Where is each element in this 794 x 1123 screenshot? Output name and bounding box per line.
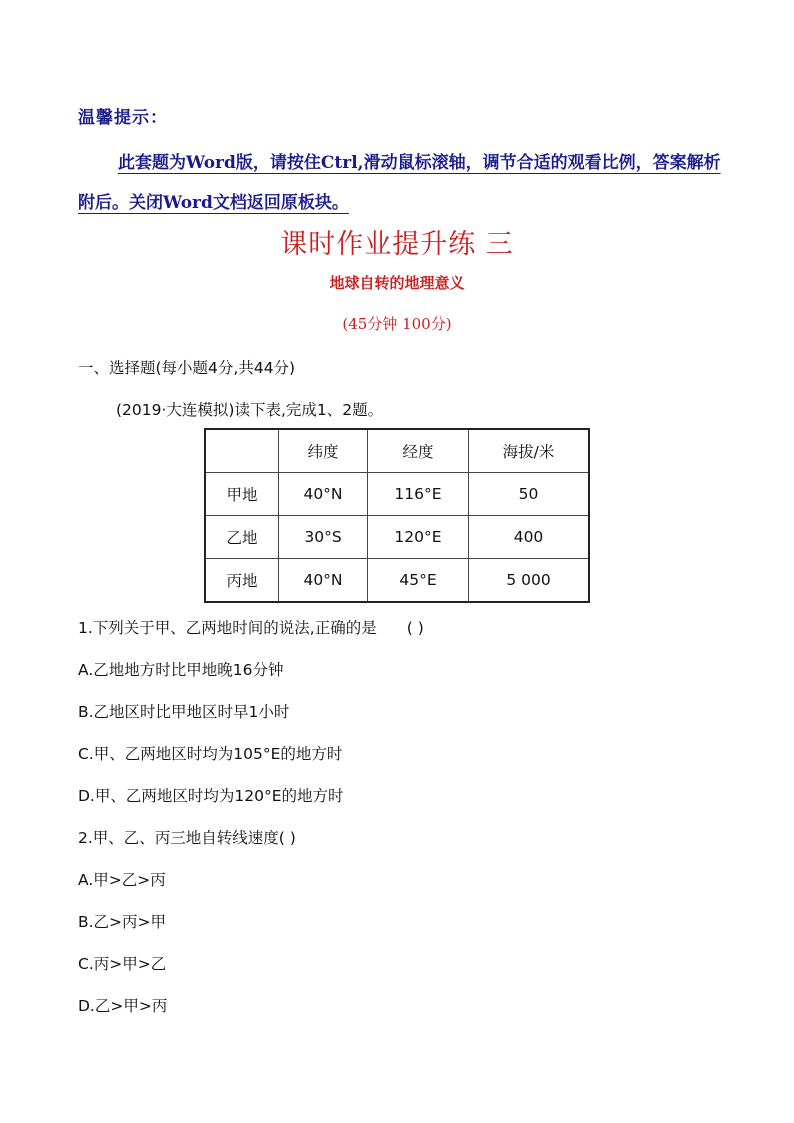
question-2-option-d: D.乙>甲>丙: [78, 997, 168, 1015]
page-subtitle: 地球自转的地理意义: [329, 274, 465, 292]
question-1-text: 1.下列关于甲、乙两地时间的说法,正确的是: [78, 619, 377, 637]
table-header-row: [205, 429, 589, 473]
table-row: [205, 473, 589, 516]
question-1-option-d: D.甲、乙两地区时均为120°E的地方时: [78, 787, 344, 805]
page-title: 课时作业提升练 三: [280, 229, 514, 260]
question-intro: (2019·大连模拟)读下表,完成1、2题。: [116, 401, 384, 419]
table-cell: 40°N: [279, 559, 368, 603]
table-header-cell: 纬度: [279, 429, 368, 473]
table-cell: 120°E: [368, 516, 469, 559]
table-cell: 400: [469, 516, 590, 559]
tip-heading: 温馨提示：: [78, 108, 168, 128]
question-2-stem: [78, 826, 296, 848]
answer-bracket: ( ): [406, 619, 424, 637]
question-1-stem: [78, 616, 424, 638]
table-cell: 116°E: [368, 473, 469, 516]
tip-body: [78, 143, 726, 223]
duration-score: (45分钟 100分): [342, 315, 452, 333]
question-2-text: 2.甲、乙、丙三地自转线速度: [78, 829, 279, 847]
answer-bracket: ( ): [278, 829, 296, 847]
question-1-option-a: A.乙地地方时比甲地晚16分钟: [78, 661, 284, 679]
table-cell: 乙地: [205, 516, 279, 559]
table-cell: 丙地: [205, 559, 279, 603]
location-table: [204, 428, 590, 603]
table-cell: 30°S: [279, 516, 368, 559]
question-2-option-c: C.丙>甲>乙: [78, 955, 167, 973]
table-row: [205, 559, 589, 603]
table-header-cell: 海拔/米: [469, 429, 590, 473]
question-2-option-b: B.乙>丙>甲: [78, 913, 167, 931]
table-cell: 甲地: [205, 473, 279, 516]
question-2-option-a: A.甲>乙>丙: [78, 871, 166, 889]
table-header-cell: 经度: [368, 429, 469, 473]
table-cell: 5 000: [469, 559, 590, 603]
tip-body-text: 此套题为Word版，请按住Ctrl,滑动鼠标滚轴，调节合适的观看比例，答案解析附后。关闭Word文档返回原板块。: [78, 153, 721, 213]
table-row: [205, 516, 589, 559]
question-1-option-c: C.甲、乙两地区时均为105°E的地方时: [78, 745, 343, 763]
question-1-option-b: B.乙地区时比甲地区时早1小时: [78, 703, 290, 721]
table-cell: 40°N: [279, 473, 368, 516]
section-heading: 一、选择题(每小题4分,共44分): [78, 359, 296, 377]
table-cell: 50: [469, 473, 590, 516]
table-header-cell: [205, 429, 279, 473]
table-cell: 45°E: [368, 559, 469, 603]
